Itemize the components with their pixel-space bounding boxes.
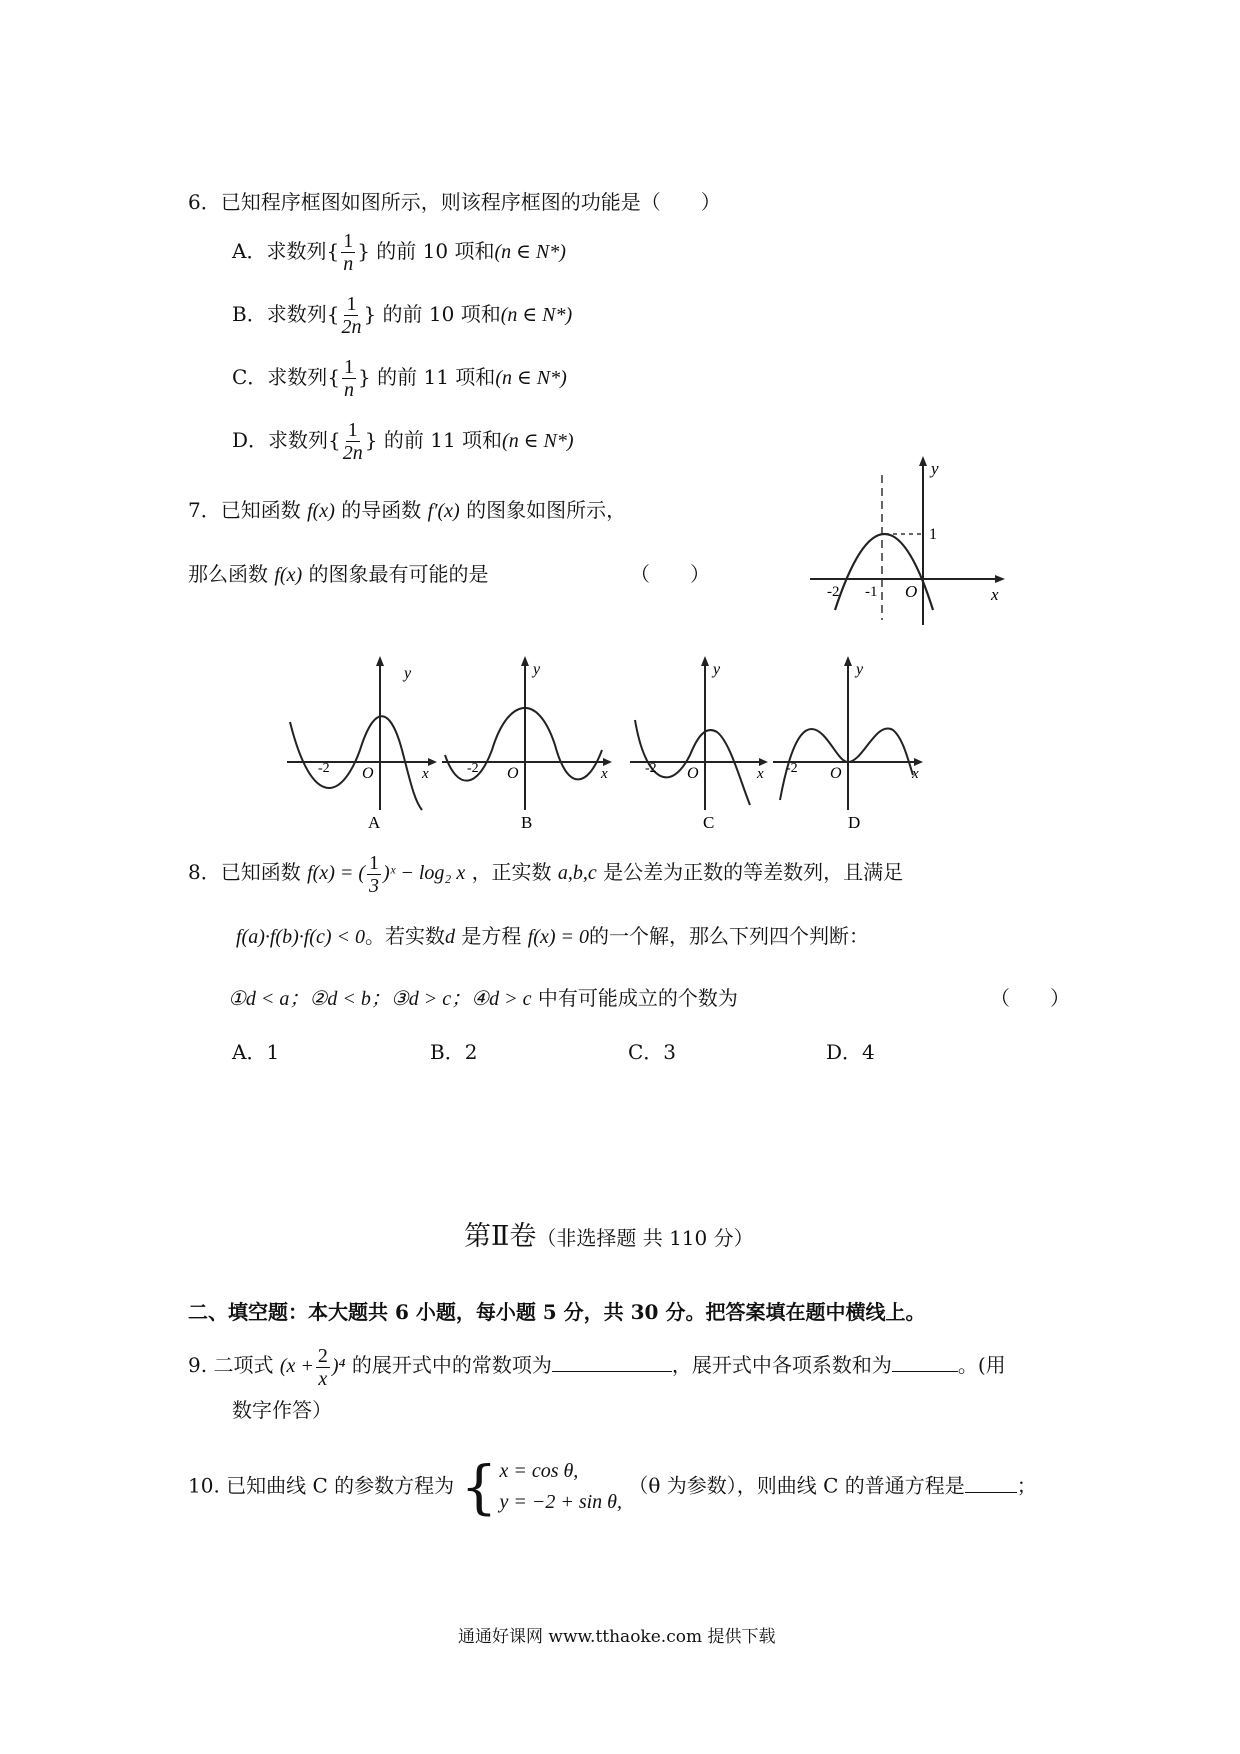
q7-answer-paren: （ ）: [630, 562, 710, 586]
q6-option-d: D．求数列{ $\frac{1}{2n}$ } 的前 11 项和(n ∈ N*): [232, 419, 574, 464]
q6-stem: 6．已知程序框图如图所示，则该程序框图的功能是（ ）: [188, 190, 721, 214]
derivative-graph: [805, 450, 1015, 630]
q7-option-a-neg-label: -2: [318, 761, 330, 776]
derivative-graph-x-label: x: [991, 585, 999, 604]
derivative-graph-neg2-label: -2: [827, 584, 840, 600]
q7-option-graph-d: [768, 650, 928, 830]
q7-option-c-letter: C: [703, 813, 715, 830]
svg-text:x: x: [757, 766, 764, 782]
q8-choice-c: C．3: [628, 1040, 677, 1064]
svg-text:O: O: [507, 765, 519, 782]
q7-option-b-letter: B: [521, 813, 533, 830]
svg-text:O: O: [687, 765, 699, 782]
q7-option-graph-c: [625, 650, 775, 830]
q9-blank-1[interactable]: [552, 1351, 672, 1372]
svg-text:O: O: [362, 765, 374, 782]
q8-choice-d: D．4: [826, 1040, 875, 1064]
svg-text:y: y: [713, 661, 721, 678]
part2-heading: 二、填空题：本大题共 6 小题，每小题 5 分，共 30 分。把答案填在题中横线上。: [188, 1300, 926, 1324]
q8-choice-a: A．1: [232, 1040, 280, 1064]
derivative-graph-y-label: y: [931, 459, 939, 478]
q7-option-a-letter: A: [368, 813, 381, 830]
section-title: 第Ⅱ卷（非选择题 共 110 分）: [464, 1221, 754, 1252]
q9-stem: 9. 二项式 (x + $\frac{2}{x}$ )⁴ 的展开式中的常数项为 ，展开式中各项系数和为 。(用: [188, 1345, 1006, 1390]
q7-option-graph-b: [437, 650, 617, 830]
q8-choice-b: B．2: [430, 1040, 478, 1064]
q10-blank[interactable]: [965, 1472, 1017, 1493]
q9-stem-line2: 数字作答）: [232, 1398, 332, 1422]
svg-text:x: x: [601, 766, 608, 782]
q7-option-d-neg-label: -2: [786, 761, 798, 776]
svg-text:x: x: [912, 766, 919, 782]
q7-option-graph-a: [282, 650, 442, 830]
q9-blank-2[interactable]: [892, 1351, 958, 1372]
derivative-graph-one-label: 1: [929, 526, 937, 543]
q7-option-b-neg-label: -2: [467, 761, 479, 776]
q7-option-d-letter: D: [848, 813, 861, 830]
q6-option-a: A．求数列{ $\frac{1}{n}$ } 的前 10 项和(n ∈ N*): [232, 230, 566, 275]
derivative-graph-origin-label: O: [905, 582, 918, 601]
q8-stem: 8．已知函数 f(x) = ( $\frac{1}{3}$ )ˣ − log₂ x ，正实数 a,b,c 是公差为正数的等差数列，且满足: [188, 852, 904, 897]
q6-option-b: B．求数列{ $\frac{1}{2n}$ } 的前 10 项和(n ∈ N*): [232, 293, 573, 338]
q10-eq2: y = −2 + sin θ,: [499, 1491, 622, 1513]
section-subtitle: （非选择题 共 110 分）: [536, 1226, 754, 1250]
derivative-graph-neg1-label: -1: [865, 584, 878, 600]
svg-text:x: x: [422, 766, 429, 782]
q7-stem: 7．已知函数 f(x) 的导函数 f′(x) 的图象如图所示，: [188, 498, 627, 522]
svg-text:y: y: [404, 665, 412, 682]
footer-text: 通通好课网 www.tthaoke.com 提供下载: [458, 1627, 776, 1647]
svg-text:O: O: [830, 765, 842, 782]
q7-option-c-neg-label: -2: [645, 761, 657, 776]
q10-stem: 10. 已知曲线 C 的参数方程为 { x = cos θ, y = −2 + sin θ, （θ 为参数），则曲线 C 的普通方程是 ；: [188, 1453, 1037, 1521]
q8-stem-line2: f(a)·f(b)·f(c) < 0。若实数d 是方程 f(x) = 0的一个解，那么下列四个判断：: [236, 924, 869, 948]
svg-text:y: y: [856, 661, 864, 678]
q6-option-c: C．求数列{ $\frac{1}{n}$ } 的前 11 项和(n ∈ N*): [232, 356, 567, 401]
q8-answer-paren: （ ）: [990, 986, 1070, 1010]
q10-eq1: x = cos θ,: [499, 1460, 579, 1482]
q7-stem-line2: 那么函数 f(x) 的图象最有可能的是: [188, 562, 489, 586]
q8-stem-line3: ①d < a；②d < b；③d > c；④d > c 中有可能成立的个数为: [228, 986, 738, 1010]
svg-text:y: y: [533, 661, 541, 678]
